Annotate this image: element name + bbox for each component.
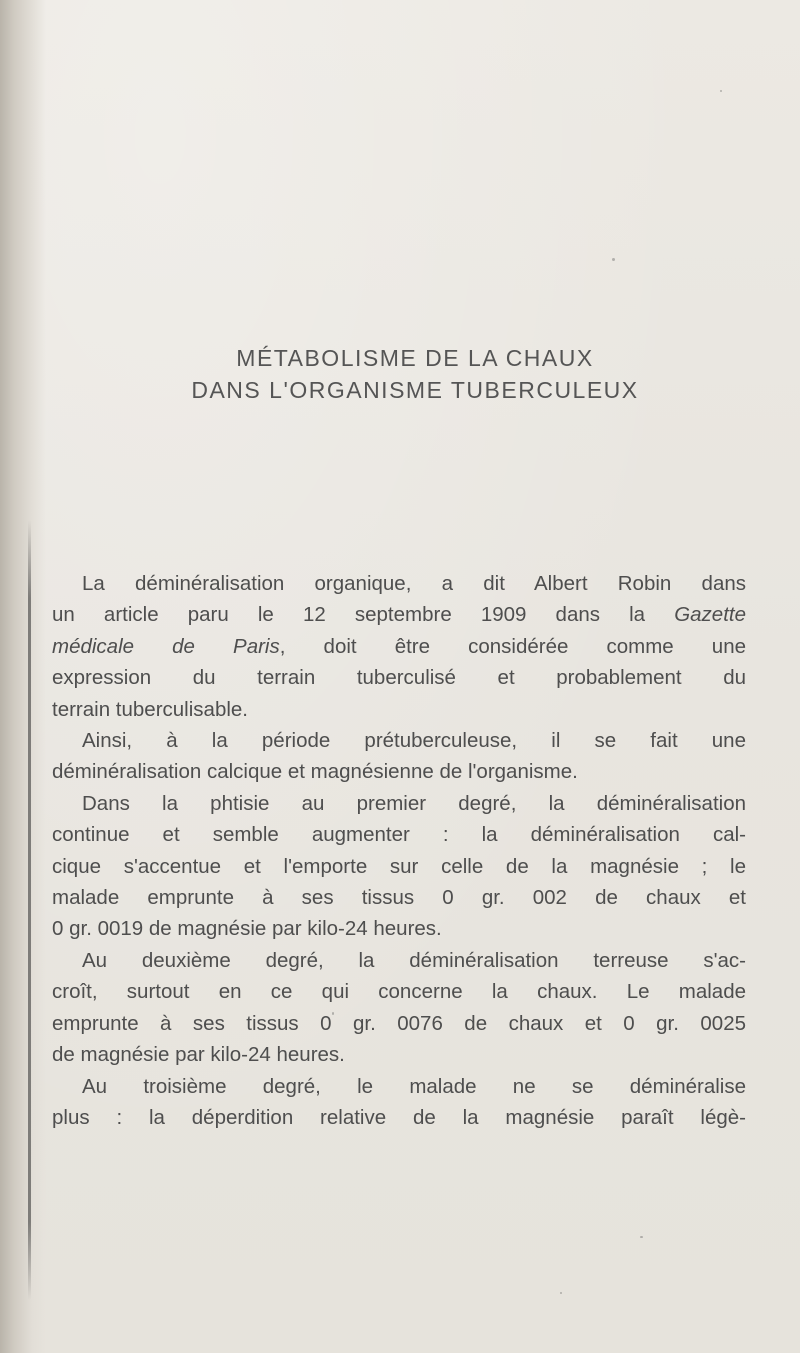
text-line: plus : la déperdition relative de la magnésie paraît légè- bbox=[52, 1105, 746, 1129]
text-line: de magnésie par kilo-24 heures. bbox=[52, 1043, 345, 1067]
text-line: Ainsi, à la période prétuberculeuse, il se fait une bbox=[82, 729, 746, 753]
paper-speck bbox=[612, 258, 615, 261]
text-line: La déminéralisation organique, a dit Albert Robin dans bbox=[82, 572, 746, 595]
text-line: un article paru le 12 septembre 1909 dans la Gazette bbox=[52, 603, 746, 627]
binding-shadow bbox=[0, 0, 46, 1353]
paper-speck bbox=[720, 90, 722, 92]
italic-title: Gazette bbox=[674, 603, 746, 627]
text-line: terrain tuberculisable. bbox=[52, 697, 248, 721]
paper-speck bbox=[560, 1292, 562, 1294]
chapter-title-line-2: DANS L'ORGANISME TUBERCULEUX bbox=[191, 377, 639, 403]
body-text bbox=[52, 568, 746, 1133]
text-line: 0 gr. 0019 de magnésie par kilo-24 heures. bbox=[52, 917, 442, 941]
text-line: Au deuxième degré, la déminéralisation terreuse s'ac- bbox=[82, 948, 746, 972]
text-line: emprunte à ses tissus 0 gr. 0076 de chaux et 0 gr. 0025 bbox=[52, 1011, 746, 1035]
text-line: médicale de Paris, doit être considérée comme une bbox=[52, 634, 746, 658]
italic-title: médicale de Paris bbox=[52, 634, 280, 658]
paper-speck bbox=[640, 1236, 643, 1238]
text-line: malade emprunte à ses tissus 0 gr. 002 de chaux et bbox=[52, 886, 746, 910]
text-line: Dans la phtisie au premier degré, la déminéralisation bbox=[82, 791, 746, 815]
paper-speck bbox=[332, 1012, 334, 1015]
text-line: déminéralisation calcique et magnésienne de l'organisme. bbox=[52, 760, 578, 784]
text-line: cique s'accentue et l'emporte sur celle de la magnésie ; le bbox=[52, 854, 746, 878]
text-line: croît, surtout en ce qui concerne la chaux. Le malade bbox=[52, 980, 746, 1004]
text-line: Au troisième degré, le malade ne se déminéralise bbox=[82, 1074, 746, 1098]
text-line: expression du terrain tuberculisé et probablement du bbox=[52, 666, 746, 690]
text-line: continue et semble augmenter : la déminéralisation cal- bbox=[52, 823, 746, 847]
binding-line bbox=[28, 520, 31, 1300]
chapter-title-line-1: MÉTABOLISME DE LA CHAUX bbox=[236, 345, 594, 371]
